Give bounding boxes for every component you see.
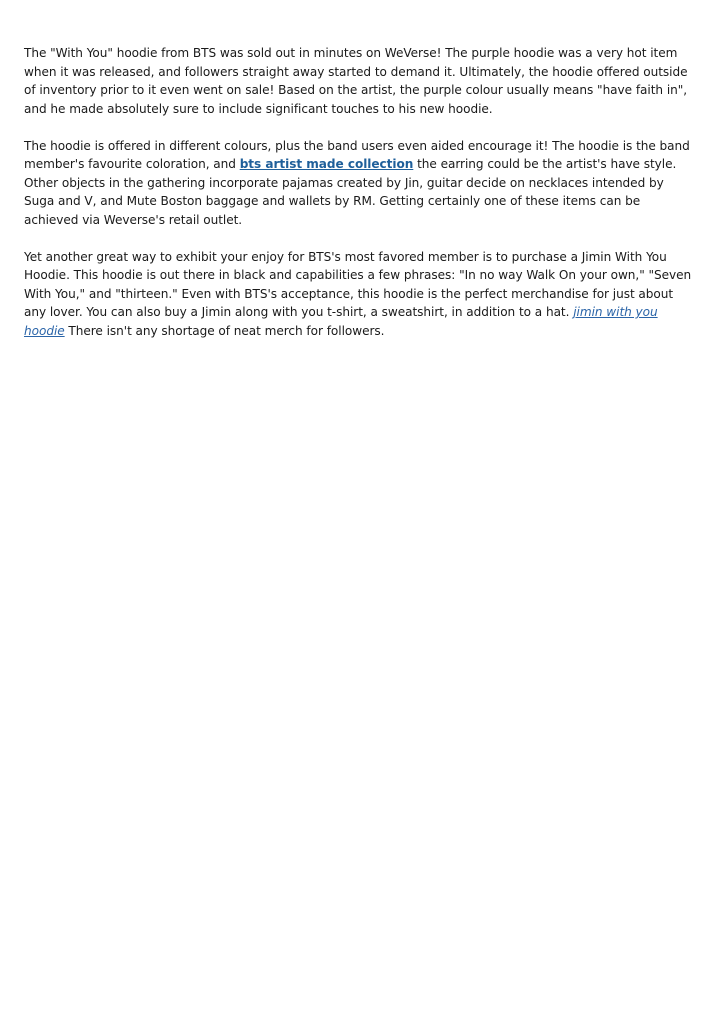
paragraph-1 (24, 44, 696, 118)
paragraph-3 (24, 248, 696, 341)
paragraph-3-text-after: There isn't any shortage of neat merch for followers. (64, 323, 385, 338)
paragraph-2-text-after: the earring could be the artist's have style. Other objects in the gathering incorporate pajamas created by Jin, guitar decide on necklaces intended by Suga and V, and Mute Boston baggage and wallets by RM. Getting certainly one of these items can be achieved via Weverse's retail outlet. (24, 157, 677, 227)
paragraph-2 (24, 137, 696, 230)
paragraph-3-text-before: Yet another great way to exhibit your enjoy for BTS's most favored member is to purchase a Jimin With You Hoodie. This hoodie is out there in black and capabilities a few phrases: "In no way Walk On your own," "Seven With You," and "thirteen." Even with BTS's acceptance, this hoodie is the perfect merchandise for just about any lover. You can also buy a Jimin along with you t-shirt, a sweatshirt, in addition to a hat. (24, 249, 692, 319)
bts-artist-made-collection-link[interactable]: bts artist made collection (239, 157, 414, 171)
paragraph-1-text: The "With You" hoodie from BTS was sold out in minutes on WeVerse! The purple hoodie was a very hot item when it was released, and followers straight away started to demand it. Ultimately, the hoodie offered outside of inventory prior to it even went on sale! Based on the artist, the purple colour usually means "have faith in", and he made absolutely sure to include significant touches to his new hoodie. (24, 46, 688, 116)
jimin-with-you-hoodie-link[interactable]: jimin with you hoodie (24, 305, 658, 338)
document-page (24, 44, 696, 359)
paragraph-2-text-before: The hoodie is offered in different colours, plus the band users even aided encourage it! The hoodie is the band member's favourite coloration, and (24, 138, 690, 171)
